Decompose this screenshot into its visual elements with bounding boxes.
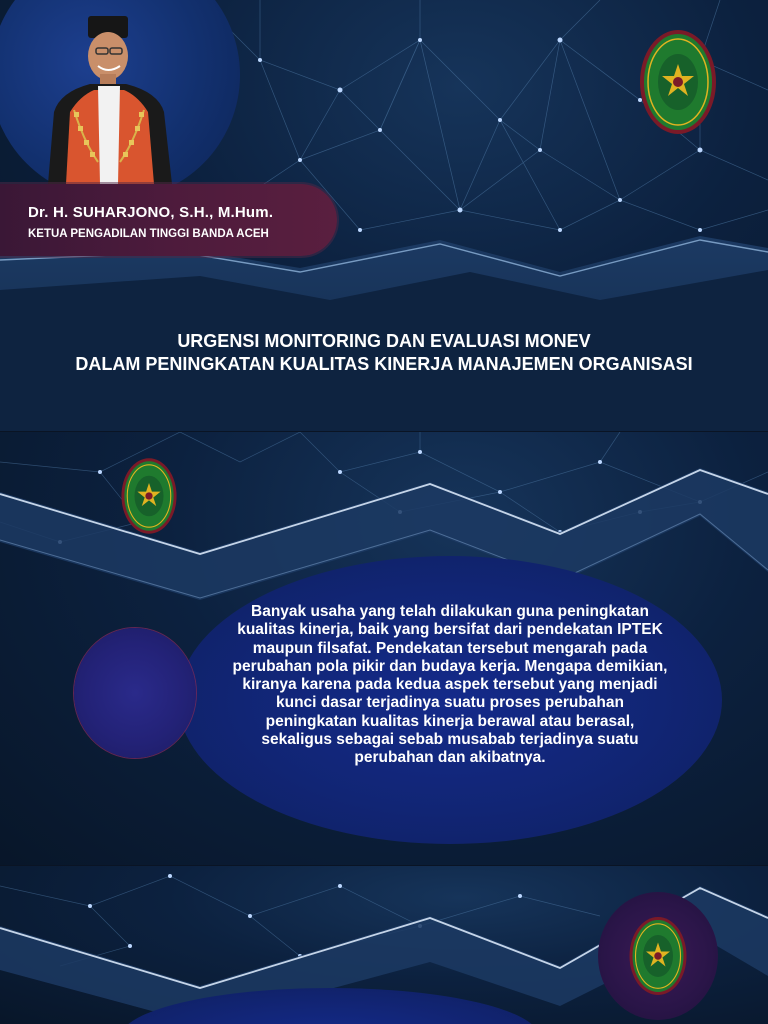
- presentation-title: [0, 330, 768, 376]
- speaker-name: Dr. H. SUHARJONO, S.H., M.Hum.: [28, 204, 274, 221]
- court-emblem-icon: [120, 456, 178, 536]
- court-emblem-icon: [628, 914, 688, 998]
- speaker-name-card: [0, 184, 337, 256]
- court-emblem-icon: [638, 28, 718, 136]
- title-line-1: URGENSI MONITORING DAN EVALUASI MONEV: [177, 331, 591, 351]
- speaker-portrait: [40, 12, 180, 184]
- body-paragraph: Banyak usaha yang telah dilakukan guna peningkatan kualitas kinerja, baik yang bersifat dari pendekatan IPTEK maupun filsafat. Pendekatan tersebut mengarah pada perubahan pola pikir dan budaya kerja. Mengapa demikian, kiranya karena pada kedua aspek tersebut yang menjadi kunci dasar terjadinya suatu proses perubahan peningkatan kualitas kinerja berawal atau berasal, sekaligus sebagai sebab musabab terjadinya suatu perubahan dan akibatnya.: [232, 603, 668, 767]
- slide-partial: [0, 866, 768, 1024]
- title-line-2: DALAM PENINGKATAN KUALITAS KINERJA MANAJEMEN ORGANISASI: [75, 354, 693, 374]
- slide-title: [0, 0, 768, 432]
- slide-content: [0, 432, 768, 866]
- speaker-role: KETUA PENGADILAN TINGGI BANDA ACEH: [28, 228, 269, 240]
- decorative-circle: [74, 628, 196, 758]
